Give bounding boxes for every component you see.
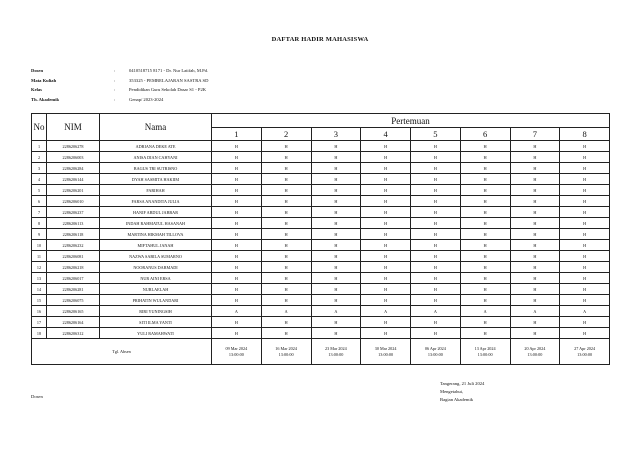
row-no: 5 (32, 185, 47, 196)
attendance-mark: A (411, 306, 461, 317)
header-meeting: 8 (560, 128, 610, 141)
attendance-mark: H (361, 218, 411, 229)
row-name: NURLAELAH (100, 284, 212, 295)
attendance-mark: H (311, 185, 361, 196)
signature-role: Bagian Akademik (440, 397, 474, 402)
attendance-mark: H (460, 163, 510, 174)
row-nim: 2286206218 (47, 262, 100, 273)
attendance-mark: H (261, 174, 311, 185)
info-colon: : (114, 96, 116, 102)
info-row-mata-kuliah (31, 76, 208, 86)
attendance-mark: H (560, 185, 610, 196)
attendance-mark: H (261, 273, 311, 284)
attendance-mark: H (361, 262, 411, 273)
attendance-mark: H (311, 196, 361, 207)
row-nim: 2286206281 (47, 284, 100, 295)
header-nim: NIM (47, 114, 100, 141)
row-name: SITI ILMA YANTI (100, 317, 212, 328)
attendance-mark: H (361, 317, 411, 328)
attendance-mark: H (510, 141, 560, 152)
row-no: 14 (32, 284, 47, 295)
row-nim: 2286206017 (47, 273, 100, 284)
attendance-mark: H (261, 229, 311, 240)
info-value: Genap/ 2023-2024 (129, 96, 164, 102)
attendance-mark: A (311, 306, 361, 317)
attendance-table (31, 113, 610, 365)
info-colon: : (114, 77, 116, 83)
attendance-mark: H (261, 328, 311, 339)
info-value: 353325 - PEMBELAJARAN SASTRA SD (129, 77, 209, 83)
attendance-mark: H (311, 141, 361, 152)
attendance-mark: H (460, 240, 510, 251)
attendance-mark: H (311, 229, 361, 240)
attendance-mark: H (361, 185, 411, 196)
attendance-mark: H (411, 328, 461, 339)
attendance-mark: A (261, 306, 311, 317)
info-label: Mata Kuliah (31, 77, 57, 83)
attendance-mark: H (460, 207, 510, 218)
info-label: Dosen (31, 68, 43, 74)
row-nim: 2286206003 (47, 152, 100, 163)
row-name: NAZWA SABILA SUMARNO (100, 251, 212, 262)
row-nim: 2286206164 (47, 317, 100, 328)
attendance-mark: H (560, 251, 610, 262)
attendance-mark: H (510, 185, 560, 196)
attendance-mark: H (411, 229, 461, 240)
attendance-mark: H (510, 218, 560, 229)
row-nim: 2286206232 (47, 240, 100, 251)
signature-knowing: Mengetahui, (440, 389, 464, 394)
table-row (32, 207, 610, 218)
table-row (32, 328, 610, 339)
attendance-mark: H (560, 218, 610, 229)
attendance-mark: H (361, 251, 411, 262)
attendance-mark: H (411, 284, 461, 295)
attendance-mark: H (361, 196, 411, 207)
row-nim: 2286206081 (47, 251, 100, 262)
attendance-mark: H (212, 295, 262, 306)
attendance-mark: H (460, 328, 510, 339)
attendance-mark: H (510, 163, 560, 174)
attendance-mark: H (411, 273, 461, 284)
row-name: HANIF ABDUL JABBAR (100, 207, 212, 218)
page-title: DAFTAR HADIR MAHASISWA (271, 36, 369, 43)
row-no: 4 (32, 174, 47, 185)
attendance-mark: H (361, 141, 411, 152)
row-name: MARTINA HIKMAH TILLOVA (100, 229, 212, 240)
attendance-mark: H (510, 284, 560, 295)
attendance-mark: H (212, 317, 262, 328)
attendance-mark: H (212, 328, 262, 339)
attendance-mark: H (460, 317, 510, 328)
table-row (32, 273, 610, 284)
attendance-mark: H (560, 317, 610, 328)
attendance-mark: H (261, 218, 311, 229)
attendance-mark: H (411, 240, 461, 251)
attendance-mark: A (361, 306, 411, 317)
attendance-mark: H (560, 328, 610, 339)
attendance-mark: H (212, 207, 262, 218)
attendance-mark: H (411, 251, 461, 262)
row-nim: 2286206118 (47, 229, 100, 240)
table-row (32, 218, 610, 229)
info-colon: : (114, 68, 116, 74)
attendance-mark: H (311, 317, 361, 328)
attendance-date: 27 Apr 2024 13:00:00 (560, 339, 610, 365)
attendance-mark: H (460, 262, 510, 273)
table-row (32, 196, 610, 207)
header-meeting: 7 (510, 128, 560, 141)
table-row (32, 152, 610, 163)
header-pertemuan: Pertemuan (212, 114, 610, 128)
attendance-mark: H (212, 185, 262, 196)
attendance-mark: H (361, 273, 411, 284)
attendance-mark: H (510, 152, 560, 163)
attendance-mark: H (411, 163, 461, 174)
row-nim: 2286206144 (47, 174, 100, 185)
attendance-mark: H (510, 196, 560, 207)
row-nim: 2286206237 (47, 207, 100, 218)
attendance-mark: H (560, 152, 610, 163)
attendance-mark: H (361, 284, 411, 295)
header-meeting: 1 (212, 128, 262, 141)
attendance-date-label: Tgl. Absen (32, 339, 212, 365)
row-name: NOORANUS DARMADI (100, 262, 212, 273)
attendance-mark: H (510, 317, 560, 328)
attendance-mark: H (411, 218, 461, 229)
header-meeting: 4 (361, 128, 411, 141)
row-no: 8 (32, 218, 47, 229)
row-nim: 2286206075 (47, 295, 100, 306)
table-row (32, 262, 610, 273)
attendance-mark: H (560, 273, 610, 284)
row-no: 18 (32, 328, 47, 339)
attendance-mark: H (460, 174, 510, 185)
table-row (32, 229, 610, 240)
attendance-date: 16 Mar 2024 13:00:00 (261, 339, 311, 365)
info-value: Pendidikan Guru Sekolah Dasar S1 - P2K (129, 87, 207, 93)
attendance-mark: H (261, 262, 311, 273)
attendance-mark: H (460, 152, 510, 163)
table-row (32, 174, 610, 185)
table-row (32, 284, 610, 295)
attendance-mark: H (411, 207, 461, 218)
attendance-mark: H (212, 251, 262, 262)
attendance-mark: H (261, 185, 311, 196)
row-no: 11 (32, 251, 47, 262)
row-name: RIRI YUNINGSIH (100, 306, 212, 317)
attendance-mark: H (212, 273, 262, 284)
info-value: 0410518715 8171 - Dr. Nur Latifah, M.Pd. (129, 68, 209, 74)
row-no: 13 (32, 273, 47, 284)
table-row (32, 163, 610, 174)
attendance-mark: H (261, 317, 311, 328)
row-name: PRIHATIN WULANDARI (100, 295, 212, 306)
attendance-mark: H (261, 196, 311, 207)
info-row-kelas (31, 85, 208, 95)
row-no: 6 (32, 196, 47, 207)
attendance-mark: H (261, 163, 311, 174)
attendance-mark: H (361, 240, 411, 251)
attendance-mark: H (311, 174, 361, 185)
row-nim: 2286206113 (47, 218, 100, 229)
row-no: 9 (32, 229, 47, 240)
row-no: 1 (32, 141, 47, 152)
attendance-mark: H (212, 174, 262, 185)
row-no: 12 (32, 262, 47, 273)
row-nim: 2286206278 (47, 141, 100, 152)
attendance-date: 20 Apr 2024 13:00:00 (510, 339, 560, 365)
attendance-mark: H (560, 163, 610, 174)
attendance-mark: H (261, 240, 311, 251)
attendance-mark: H (311, 262, 361, 273)
attendance-date: 23 Mar 2024 13:00:00 (311, 339, 361, 365)
attendance-mark: H (311, 273, 361, 284)
table-row (32, 317, 610, 328)
row-name: ADRIANA DEKE ATE (100, 141, 212, 152)
row-no: 2 (32, 152, 47, 163)
attendance-date: 30 Mar 2024 13:00:00 (361, 339, 411, 365)
header-meeting: 2 (261, 128, 311, 141)
attendance-mark: H (361, 295, 411, 306)
attendance-mark: H (361, 174, 411, 185)
table-row (32, 185, 610, 196)
table-row (32, 295, 610, 306)
attendance-mark: H (212, 141, 262, 152)
row-nim: 2286206284 (47, 163, 100, 174)
attendance-mark: H (460, 229, 510, 240)
attendance-mark: H (311, 218, 361, 229)
attendance-mark: H (460, 251, 510, 262)
table-row (32, 240, 610, 251)
info-label: Th. Akademik (31, 96, 60, 102)
attendance-mark: H (212, 163, 262, 174)
attendance-mark: H (411, 196, 461, 207)
header-meeting: 6 (460, 128, 510, 141)
attendance-mark: H (510, 174, 560, 185)
row-name: NUR AINI ERSA (100, 273, 212, 284)
attendance-mark: H (411, 317, 461, 328)
header-meeting: 3 (311, 128, 361, 141)
attendance-mark: A (510, 306, 560, 317)
row-no: 15 (32, 295, 47, 306)
row-no: 16 (32, 306, 47, 317)
attendance-mark: H (212, 284, 262, 295)
row-nim: 2286206165 (47, 306, 100, 317)
attendance-mark: H (261, 207, 311, 218)
header-no: No (32, 114, 47, 141)
attendance-mark: H (311, 152, 361, 163)
signature-place-date: Tangerang, 21 Juli 2024 (440, 381, 485, 386)
attendance-mark: A (460, 306, 510, 317)
attendance-mark: H (361, 328, 411, 339)
row-name: FARSA ANANDITA JULIA (100, 196, 212, 207)
signature-lecturer: Dosen (31, 394, 43, 399)
attendance-mark: H (510, 229, 560, 240)
attendance-mark: H (261, 152, 311, 163)
attendance-mark: H (261, 284, 311, 295)
attendance-mark: H (311, 295, 361, 306)
attendance-mark: H (311, 207, 361, 218)
attendance-mark: H (560, 174, 610, 185)
attendance-mark: H (212, 262, 262, 273)
attendance-mark: H (261, 295, 311, 306)
table-row (32, 306, 610, 317)
attendance-mark: H (460, 218, 510, 229)
attendance-mark: H (261, 141, 311, 152)
row-no: 3 (32, 163, 47, 174)
attendance-date-row (32, 339, 610, 365)
row-nim: 2286206312 (47, 328, 100, 339)
attendance-mark: H (460, 295, 510, 306)
attendance-date: 06 Apr 2024 13:00:00 (411, 339, 461, 365)
attendance-mark: H (510, 251, 560, 262)
row-no: 17 (32, 317, 47, 328)
row-name: ANISA DIAN CAHYANI (100, 152, 212, 163)
header-meeting: 5 (411, 128, 461, 141)
attendance-mark: H (361, 207, 411, 218)
info-row-th-akademik (31, 95, 208, 105)
attendance-mark: H (560, 141, 610, 152)
attendance-mark: H (510, 207, 560, 218)
attendance-mark: H (510, 273, 560, 284)
row-name: FARIHAH (100, 185, 212, 196)
attendance-mark: H (510, 262, 560, 273)
attendance-mark: H (460, 284, 510, 295)
attendance-date: 09 Mar 2024 13:00:00 (212, 339, 262, 365)
row-name: INDAH RAHMATUL HASANAH (100, 218, 212, 229)
attendance-mark: H (560, 196, 610, 207)
attendance-mark: H (212, 196, 262, 207)
attendance-mark: H (560, 229, 610, 240)
attendance-mark: H (460, 196, 510, 207)
attendance-mark: H (311, 251, 361, 262)
attendance-mark: H (460, 185, 510, 196)
attendance-date: 13 Apr 2024 13:00:00 (460, 339, 510, 365)
attendance-mark: A (560, 306, 610, 317)
attendance-mark: H (212, 240, 262, 251)
signature-block (440, 380, 484, 404)
attendance-mark: H (411, 295, 461, 306)
row-name: YULI RAMAHWATI (100, 328, 212, 339)
attendance-mark: H (411, 152, 461, 163)
row-name: DYAH SASMITA HAKIIM (100, 174, 212, 185)
attendance-mark: H (311, 328, 361, 339)
row-name: MIFTAHUL JANAH (100, 240, 212, 251)
attendance-mark: H (560, 262, 610, 273)
info-label: Kelas (31, 87, 42, 93)
table-row (32, 141, 610, 152)
attendance-mark: A (212, 306, 262, 317)
row-nim: 2286206201 (47, 185, 100, 196)
info-row-dosen (31, 66, 208, 76)
attendance-mark: H (311, 240, 361, 251)
attendance-mark: H (560, 284, 610, 295)
attendance-mark: H (212, 152, 262, 163)
attendance-mark: H (361, 229, 411, 240)
attendance-mark: H (560, 295, 610, 306)
attendance-mark: H (411, 174, 461, 185)
attendance-mark: H (510, 240, 560, 251)
header-nama: Nama (100, 114, 212, 141)
row-no: 10 (32, 240, 47, 251)
table-row (32, 251, 610, 262)
attendance-mark: H (411, 141, 461, 152)
attendance-mark: H (212, 229, 262, 240)
attendance-mark: H (460, 273, 510, 284)
attendance-mark: H (261, 251, 311, 262)
attendance-mark: H (510, 295, 560, 306)
attendance-mark: H (560, 240, 610, 251)
info-colon: : (114, 87, 116, 93)
attendance-mark: H (311, 163, 361, 174)
attendance-mark: H (361, 152, 411, 163)
row-no: 7 (32, 207, 47, 218)
attendance-mark: H (212, 218, 262, 229)
row-name: BAGUS TRI SUTRISNO (100, 163, 212, 174)
attendance-mark: H (560, 207, 610, 218)
attendance-mark: H (311, 284, 361, 295)
attendance-mark: H (411, 185, 461, 196)
attendance-mark: H (411, 262, 461, 273)
course-info (31, 66, 208, 104)
attendance-mark: H (460, 141, 510, 152)
row-nim: 2286206010 (47, 196, 100, 207)
attendance-mark: H (361, 163, 411, 174)
attendance-mark: H (510, 328, 560, 339)
